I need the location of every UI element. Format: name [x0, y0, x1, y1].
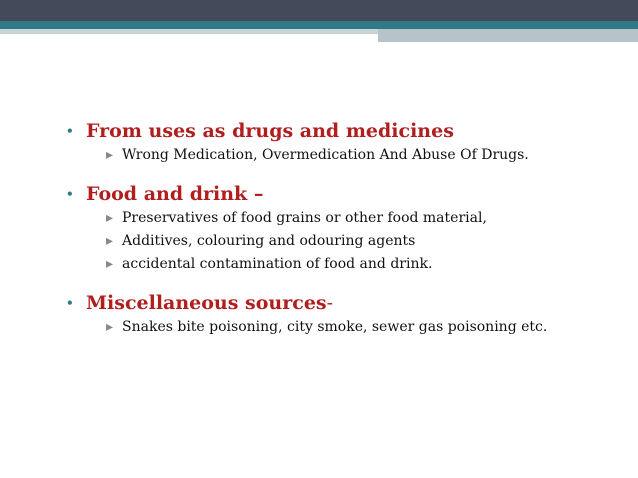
section-food [66, 181, 626, 276]
section-drugs [66, 118, 626, 167]
heading-text: Miscellaneous sources [86, 292, 327, 314]
heading-text: From uses as drugs and medicines [86, 120, 454, 142]
header-stripe-light [0, 29, 378, 34]
list-item-text: accidental contamination of food and drink. [122, 256, 433, 272]
section-misc [66, 290, 626, 339]
section-heading [66, 118, 626, 144]
header-stripe-block [378, 29, 638, 42]
header-stripe [0, 21, 638, 29]
heading-suffix: - [326, 292, 334, 314]
list-item [66, 207, 626, 230]
bullet-dot-icon: • [66, 124, 74, 138]
arrow-marker-icon: ▸ [106, 147, 114, 163]
section-heading [66, 181, 626, 207]
arrow-marker-icon: ▸ [106, 233, 114, 249]
list-item [66, 253, 626, 276]
header-band [0, 0, 638, 21]
heading-text: Food and drink – [86, 183, 264, 205]
list-item [66, 316, 626, 339]
bullet-dot-icon: • [66, 296, 74, 310]
arrow-marker-icon: ▸ [106, 319, 114, 335]
arrow-marker-icon: ▸ [106, 210, 114, 226]
list-item-text: Wrong Medication, Overmedication And Abuse Of Drugs. [122, 147, 529, 163]
slide-body [66, 118, 626, 339]
section-heading [66, 290, 626, 316]
list-item [66, 144, 626, 167]
list-item [66, 230, 626, 253]
list-item-text: Preservatives of food grains or other food material, [122, 210, 487, 226]
list-item-text: Additives, colouring and odouring agents [122, 233, 416, 249]
arrow-marker-icon: ▸ [106, 256, 114, 272]
list-item-text: Snakes bite poisoning, city smoke, sewer gas poisoning etc. [122, 319, 548, 335]
bullet-dot-icon: • [66, 187, 74, 201]
